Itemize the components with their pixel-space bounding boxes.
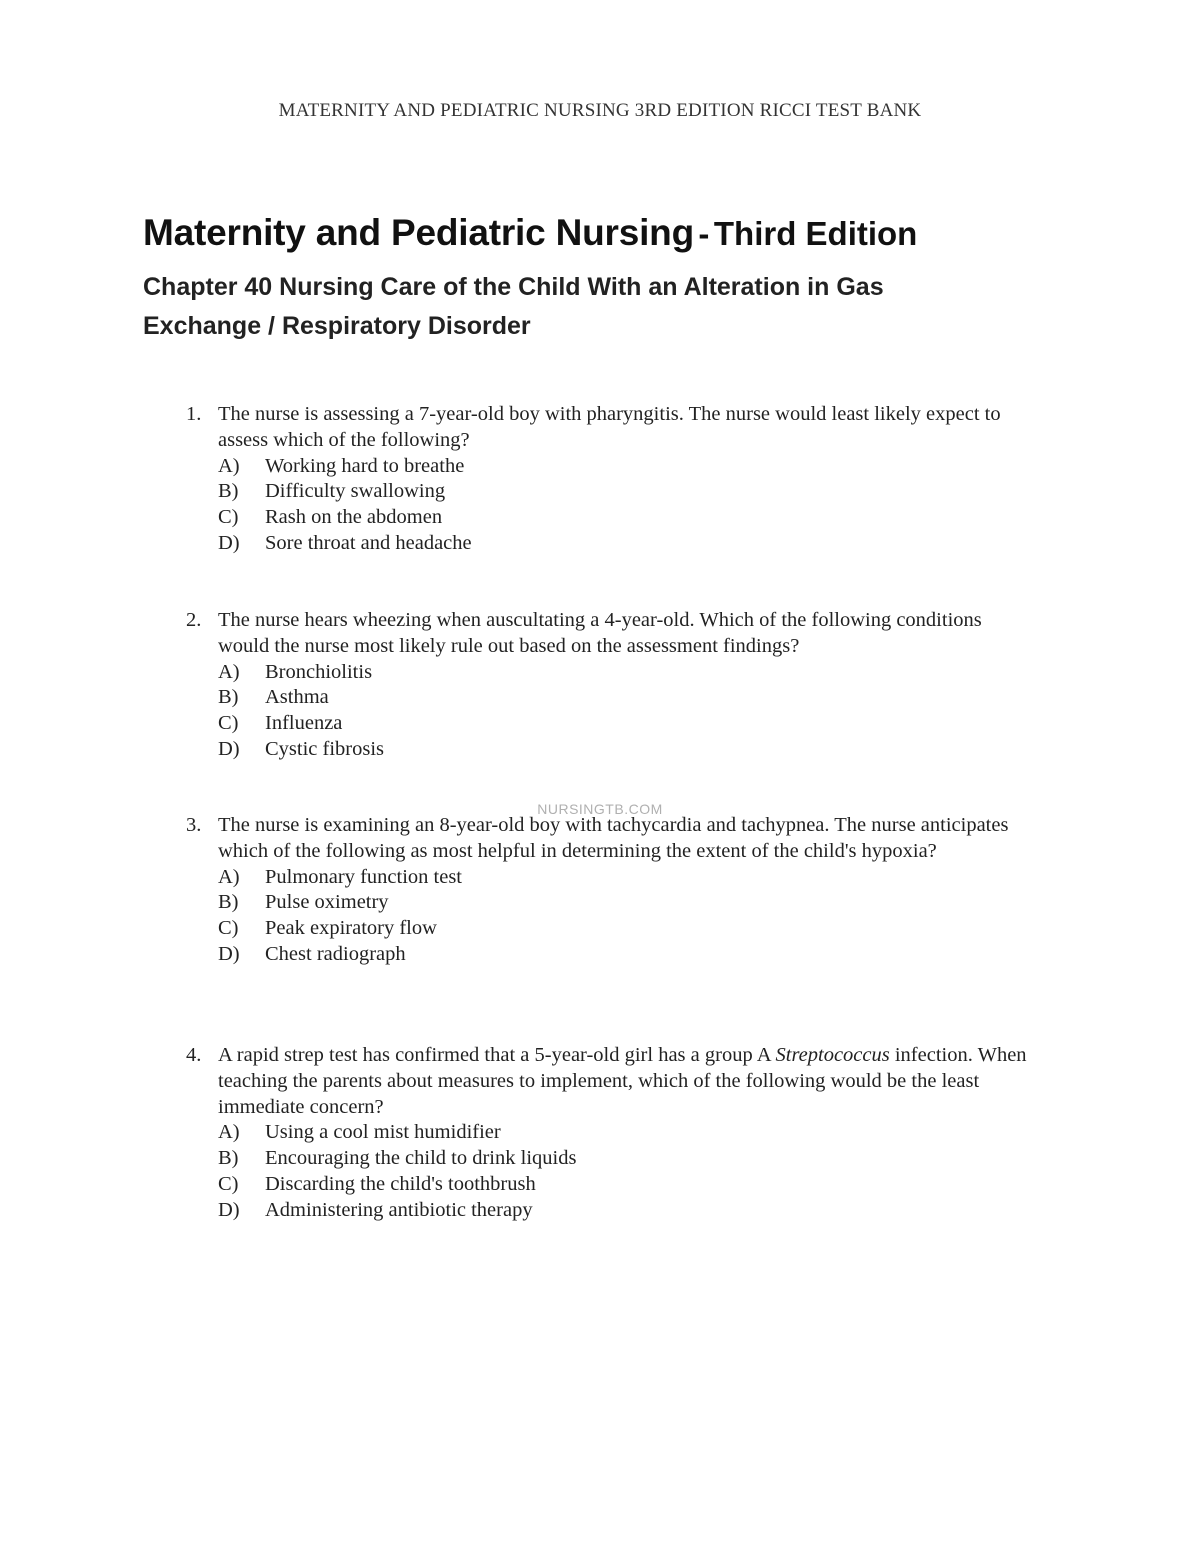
option-text: Encouraging the child to drink liquids xyxy=(265,1147,577,1170)
option-text: Asthma xyxy=(265,686,329,709)
option-text: Rash on the abdomen xyxy=(265,506,443,529)
option-text: Influenza xyxy=(265,712,343,735)
title-separator: - xyxy=(698,215,710,252)
chapter-title xyxy=(143,268,1003,346)
option-letter: C) xyxy=(218,1172,239,1195)
option-text: Pulmonary function test xyxy=(265,865,463,888)
question-stem-end: infection. When teaching the parents about measures to implement, which of the following would be the least immediate concern? xyxy=(218,1044,1027,1118)
option-letter: A) xyxy=(218,660,240,683)
option-text: Using a cool mist humidifier xyxy=(265,1121,501,1144)
option-text: Chest radiograph xyxy=(265,942,406,965)
question-stem: The nurse hears wheezing when auscultating a 4-year-old. Which of the following conditions would the nurse most likely rule out based on the assessment findings? xyxy=(218,609,982,657)
option-letter: C) xyxy=(218,506,239,529)
option-letter: C) xyxy=(218,917,239,940)
book-title-main: Maternity and Pediatric Nursing xyxy=(143,212,694,253)
answer-option-a xyxy=(186,660,1036,686)
answer-option-c xyxy=(186,1172,1036,1198)
watermark-text: NURSINGTB.COM xyxy=(537,801,663,817)
answer-option-c xyxy=(186,711,1036,737)
option-text: Pulse oximetry xyxy=(265,891,389,914)
running-header: MATERNITY AND PEDIATRIC NURSING 3RD EDITION RICCI TEST BANK xyxy=(278,100,922,121)
question-stem-start: A rapid strep test has confirmed that a 5-year-old girl has a group A xyxy=(218,1044,771,1066)
option-text: Administering antibiotic therapy xyxy=(265,1198,533,1221)
option-text: Cystic fibrosis xyxy=(265,737,385,760)
option-letter: A) xyxy=(218,865,240,888)
option-letter: D) xyxy=(218,942,240,965)
question-number: 3. xyxy=(186,814,202,836)
question-3 xyxy=(186,813,1036,968)
answer-option-c xyxy=(186,505,1036,531)
option-letter: B) xyxy=(218,891,239,914)
option-letter: B) xyxy=(218,480,239,503)
answer-option-a xyxy=(186,1120,1036,1146)
option-text: Sore throat and headache xyxy=(265,531,472,554)
answer-option-a xyxy=(186,454,1036,480)
answer-options xyxy=(186,865,1036,968)
question-number: 4. xyxy=(186,1044,202,1066)
option-letter: A) xyxy=(218,1121,240,1144)
book-title xyxy=(143,212,917,254)
option-letter: B) xyxy=(218,1147,239,1170)
question-stem: The nurse is assessing a 7-year-old boy with pharyngitis. The nurse would least likely expect to assess which of the following? xyxy=(218,403,1001,451)
chapter-title-line-2: Exchange / Respiratory Disorder xyxy=(143,312,531,340)
question-stem xyxy=(218,1043,1036,1120)
question-2 xyxy=(186,608,1036,763)
answer-options xyxy=(186,1120,1036,1223)
chapter-title-line-1: Chapter 40 Nursing Care of the Child With an Alteration in Gas xyxy=(143,273,884,301)
option-letter: B) xyxy=(218,686,239,709)
answer-option-d xyxy=(186,531,1036,557)
answer-option-b xyxy=(186,1146,1036,1172)
answer-option-d xyxy=(186,737,1036,763)
option-text: Bronchiolitis xyxy=(265,660,373,683)
option-text: Working hard to breathe xyxy=(265,454,465,477)
answer-options xyxy=(186,454,1036,557)
answer-options xyxy=(186,660,1036,763)
book-edition: Third Edition xyxy=(713,215,918,252)
question-number: 1. xyxy=(186,403,202,425)
option-letter: D) xyxy=(218,737,240,760)
question-4 xyxy=(186,1043,1036,1224)
question-1 xyxy=(186,402,1036,557)
question-number: 2. xyxy=(186,609,202,631)
option-letter: D) xyxy=(218,1198,240,1221)
answer-option-b xyxy=(186,890,1036,916)
option-letter: D) xyxy=(218,531,240,554)
option-text: Difficulty swallowing xyxy=(265,480,446,503)
answer-option-d xyxy=(186,942,1036,968)
option-text: Peak expiratory flow xyxy=(265,917,437,940)
answer-option-b xyxy=(186,479,1036,505)
question-stem: The nurse is examining an 8-year-old boy with tachycardia and tachypnea. The nurse anticipates which of the following as most helpful in determining the extent of the child's hypoxia? xyxy=(218,814,1009,862)
option-letter: A) xyxy=(218,454,240,477)
question-stem-italic: Streptococcus xyxy=(775,1044,890,1066)
answer-option-b xyxy=(186,685,1036,711)
answer-option-c xyxy=(186,916,1036,942)
option-letter: C) xyxy=(218,712,239,735)
answer-option-d xyxy=(186,1198,1036,1224)
answer-option-a xyxy=(186,865,1036,891)
option-text: Discarding the child's toothbrush xyxy=(265,1172,536,1195)
